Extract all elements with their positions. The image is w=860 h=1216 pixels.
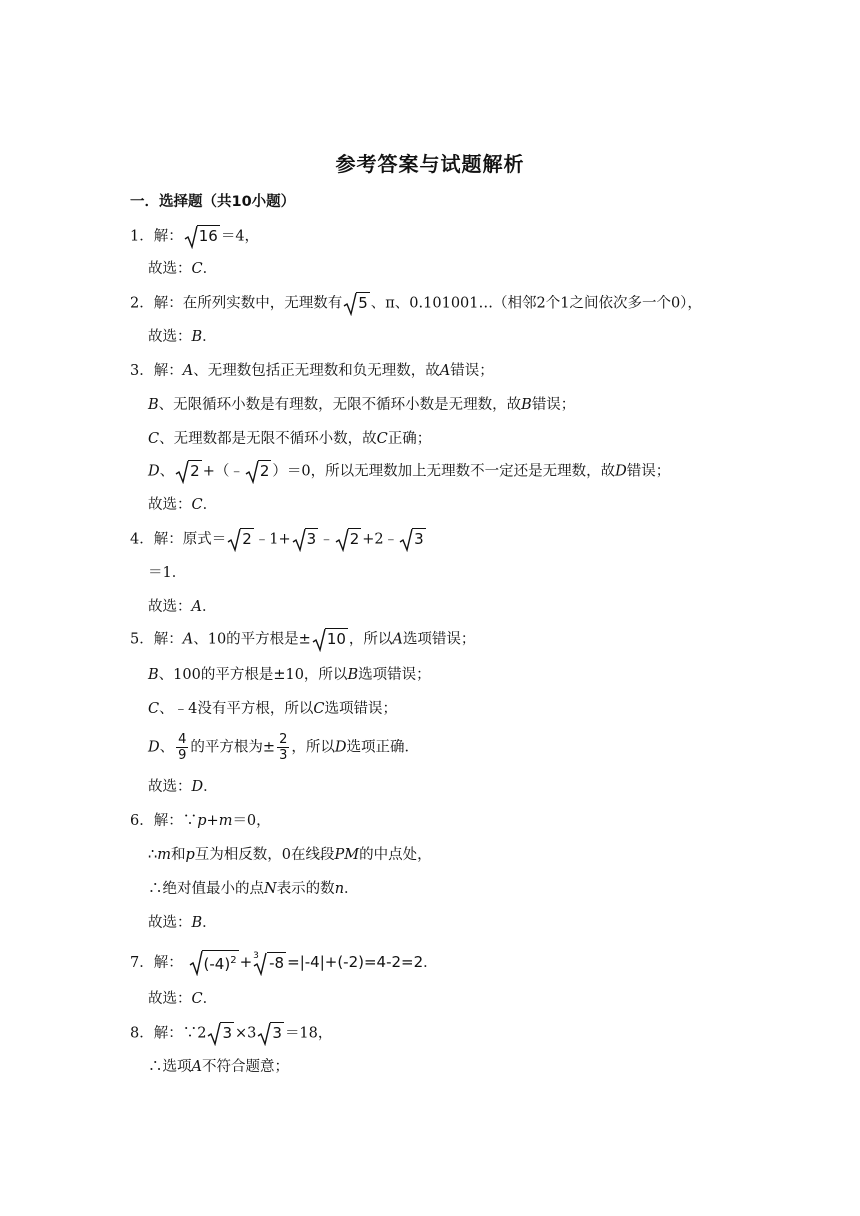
text-segment: 3 [306, 530, 317, 548]
text-segment: m [218, 813, 233, 829]
q1-number: 1． [130, 228, 154, 245]
text-segment: 、100的平方根是±10，所以 [158, 667, 348, 683]
text-segment: -8 [269, 953, 285, 972]
q2-choice [148, 326, 217, 348]
sqrt-2 [227, 528, 254, 551]
text-segment: 解：∵2 [153, 1025, 207, 1042]
q5-number: 5． [130, 631, 154, 648]
text-segment: ∴绝对值最小的点 [148, 881, 264, 897]
text-segment: + [206, 813, 219, 829]
text-segment: 9 [178, 748, 187, 763]
q1-choice [148, 258, 217, 280]
text-segment: 2 [242, 530, 252, 548]
text-segment: D [148, 463, 160, 480]
text-segment: 解：∵ [153, 813, 198, 829]
text-segment: 、 [159, 739, 175, 756]
text-segment: ∴选项 [148, 1059, 192, 1075]
text-segment: 、﹣4没有平方根，所以 [159, 701, 314, 717]
text-segment: ． [203, 779, 218, 795]
text-segment: +2﹣ [362, 531, 399, 548]
text-segment: 2 [349, 530, 360, 548]
q6-line2 [148, 844, 432, 866]
q8-line2 [148, 1056, 289, 1078]
text-segment: ． [201, 599, 217, 615]
text-segment: 故选： [148, 261, 192, 277]
sqrt-neg4-squared [189, 950, 239, 975]
text-segment: C [376, 431, 388, 447]
text-segment: C [148, 701, 160, 717]
text-segment: ×3 [235, 1025, 257, 1042]
text-segment: 3 [222, 1024, 233, 1042]
q1-line1 [130, 225, 259, 248]
q5-choice [148, 776, 218, 798]
text-segment: D [148, 739, 160, 756]
text-segment: A [392, 631, 403, 648]
text-segment: (-4) [203, 955, 231, 973]
fraction-4-9 [176, 732, 188, 763]
text-segment: ＝4， [220, 228, 260, 245]
text-segment: 解： [153, 228, 183, 245]
text-segment: ． [202, 329, 217, 345]
q2-line1 [130, 292, 702, 315]
text-segment: + [239, 953, 253, 971]
text-segment: 不符合题意； [201, 1059, 289, 1075]
q3-line2 [148, 394, 575, 416]
sqrt-3 [207, 1022, 234, 1045]
text-segment: C [191, 991, 203, 1007]
text-segment: A [191, 1059, 202, 1075]
text-segment: ． [202, 915, 217, 931]
text-segment: A [191, 599, 202, 615]
text-segment: 3 [272, 1024, 282, 1042]
q3-line4 [148, 460, 670, 483]
text-segment: 、无理数都是无限不循环小数，故 [159, 431, 377, 447]
sqrt-2 [335, 528, 362, 551]
text-segment: 、 [159, 463, 175, 480]
sqrt-3 [257, 1022, 284, 1045]
fraction-2-3 [277, 732, 289, 763]
text-segment: C [191, 497, 203, 513]
text-segment: 3 [414, 530, 424, 548]
text-segment: 2 [259, 462, 270, 480]
text-segment: 、无理数包括正无理数和负无理数，故 [193, 363, 440, 379]
text-segment: 、10的平方根是± [193, 631, 311, 648]
text-segment: 4 [178, 732, 187, 747]
q7-choice [148, 988, 217, 1010]
text-segment: D [334, 739, 347, 756]
text-segment: 和 [170, 847, 186, 863]
text-segment: 互为相反数，0在线段 [194, 847, 335, 863]
text-segment: 2 [190, 462, 200, 480]
q6-line1 [130, 810, 271, 832]
text-segment: 、π、0.101001…（相邻2个1之间依次多一个0）， [370, 295, 702, 312]
text-segment: 故选： [148, 329, 192, 345]
page-title: 参考答案与试题解析 [335, 152, 525, 176]
text-segment: 错误； [450, 363, 494, 379]
text-segment: C [191, 261, 203, 277]
text-segment: 3 [253, 950, 259, 961]
text-segment: +（﹣ [202, 463, 244, 480]
cbrt-neg8 [253, 952, 286, 974]
text-segment: ． [202, 497, 218, 513]
text-segment: ﹣1+ [254, 531, 291, 548]
sqrt-2 [175, 460, 202, 483]
text-segment: 解： [153, 955, 183, 971]
text-segment: PM [334, 847, 360, 863]
text-segment: B [347, 667, 359, 683]
text-segment: B [521, 397, 532, 413]
text-segment: 选项错误； [324, 701, 397, 717]
text-segment: ． [423, 955, 438, 971]
q6-line3 [148, 878, 359, 900]
q7-number: 7． [130, 955, 154, 971]
q8-number: 8． [130, 1025, 154, 1042]
text-segment: 故选： [148, 497, 192, 513]
sqrt-3 [399, 528, 426, 551]
text-segment: B [148, 667, 159, 683]
text-segment: ﹣ [319, 531, 334, 548]
text-segment: 故选： [148, 991, 192, 1007]
q3-choice [148, 494, 217, 516]
text-segment: 的平方根为± [190, 739, 276, 756]
text-segment: D [615, 463, 627, 480]
text-segment: 故选： [148, 915, 192, 931]
text-segment: ∴ [148, 847, 158, 863]
q5-line4 [148, 732, 419, 763]
text-segment: 16 [198, 227, 218, 245]
sqrt-2 [245, 460, 272, 483]
sqrt-16 [184, 225, 220, 248]
sqrt-5 [343, 292, 370, 315]
q5-line2 [148, 664, 431, 686]
text-segment: 解： [153, 363, 183, 379]
text-segment: ＝18， [284, 1025, 333, 1042]
text-segment: 选项正确． [346, 739, 419, 756]
q8-line1 [130, 1022, 332, 1045]
text-segment: 正确； [387, 431, 432, 447]
q3-line1 [130, 360, 494, 382]
q4-choice [148, 596, 216, 618]
text-segment: 5 [358, 294, 368, 312]
text-segment: A [182, 631, 194, 648]
text-segment: p [197, 813, 207, 829]
sqrt-10 [312, 628, 348, 651]
text-segment: A [439, 363, 451, 379]
text-segment: 解：原式＝ [153, 531, 227, 548]
q3-number: 3． [130, 363, 154, 379]
text-segment: 故选： [148, 779, 192, 795]
text-segment: 2 [279, 732, 288, 747]
text-segment: ． [202, 991, 218, 1007]
text-segment: ，所以 [348, 631, 393, 648]
q5-line1 [130, 628, 475, 651]
q7-line1 [130, 950, 438, 975]
q3-line3 [148, 428, 431, 450]
formula-q7 [183, 950, 424, 973]
q6-number: 6． [130, 813, 154, 829]
text-segment: = [287, 953, 300, 971]
text-segment: A [182, 363, 194, 379]
section-heading: 一．选择题（共10小题） [130, 194, 296, 210]
text-segment: ，所以 [291, 739, 335, 756]
text-segment: 2 [230, 955, 237, 966]
text-segment: p [185, 847, 195, 863]
text-segment: C [148, 431, 160, 447]
text-segment: 3 [279, 748, 288, 763]
q5-line3 [148, 698, 397, 720]
text-segment: |-4|+(-2)=4-2=2 [299, 953, 424, 971]
text-segment: 解：在所列实数中，无理数有 [153, 295, 343, 312]
text-segment: ）＝0，所以无理数加上无理数不一定还是无理数，故 [272, 463, 616, 480]
q4-line2: ＝1． [148, 565, 187, 581]
q2-number: 2． [130, 295, 154, 312]
q4-number: 4． [130, 531, 154, 548]
text-segment: m [157, 847, 171, 863]
text-segment: 的中点处， [359, 847, 432, 863]
text-segment: D [191, 779, 204, 795]
text-segment: N [264, 881, 277, 897]
text-segment: ＝0， [232, 813, 271, 829]
text-segment: ． [202, 261, 218, 277]
text-segment: ． [344, 881, 359, 897]
sqrt-3 [292, 528, 319, 551]
text-segment: B [148, 397, 159, 413]
text-segment: 故选： [148, 599, 192, 615]
text-segment: 10 [326, 630, 346, 648]
text-segment: 选项错误； [358, 667, 431, 683]
text-segment: B [191, 915, 203, 931]
q4-line1 [130, 528, 427, 551]
q6-choice [148, 912, 217, 934]
text-segment: C [313, 701, 325, 717]
text-segment: n [334, 881, 345, 897]
text-segment: 错误； [531, 397, 576, 413]
text-segment: 、无限循环小数是有理数，无限不循环小数是无理数，故 [158, 397, 522, 413]
text-segment: 错误； [626, 463, 671, 480]
text-segment: 表示的数 [276, 881, 335, 897]
text-segment: 选项错误； [402, 631, 476, 648]
text-segment: B [191, 329, 203, 345]
text-segment: 解： [153, 631, 183, 648]
